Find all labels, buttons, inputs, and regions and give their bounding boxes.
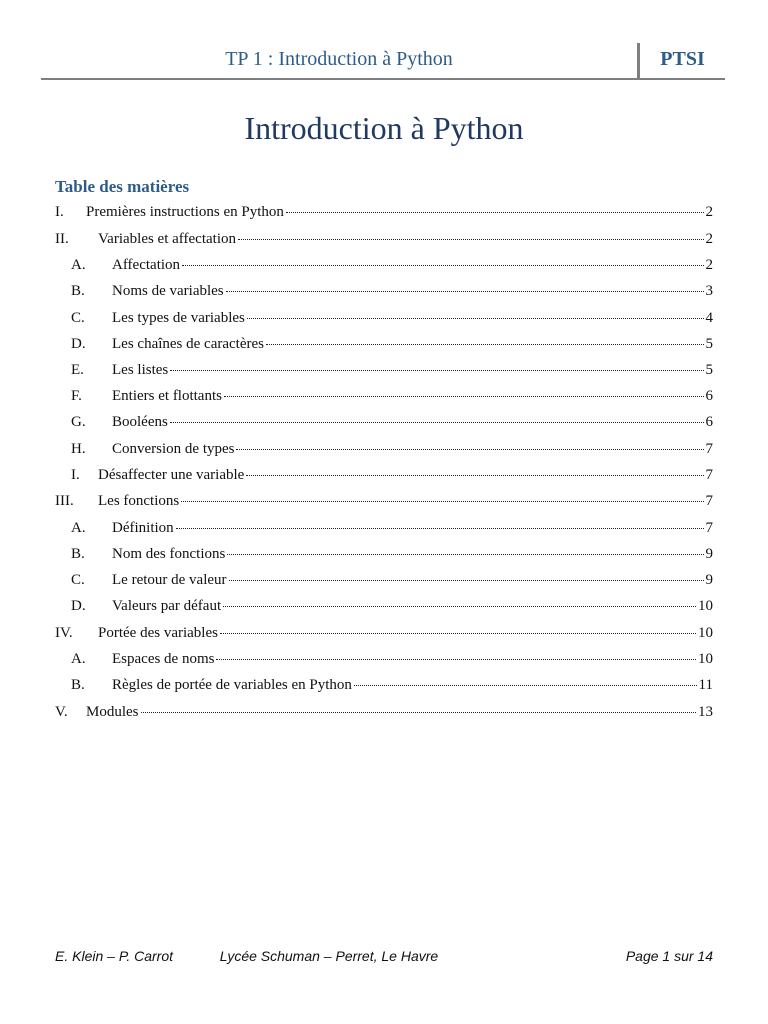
toc-dot-leader <box>246 473 703 476</box>
toc-entry-number: C. <box>71 310 85 326</box>
toc-entry-number: G. <box>71 414 86 430</box>
toc-entry[interactable] <box>0 229 768 249</box>
toc-dot-leader <box>220 631 696 634</box>
toc-entry-number: H. <box>71 441 86 457</box>
toc-entry-title: Les types de variables <box>112 310 245 326</box>
toc-dot-leader <box>170 368 703 371</box>
toc-entry-page: 9 <box>705 572 713 588</box>
toc-entry[interactable] <box>0 386 768 406</box>
toc-entry-number: F. <box>71 388 82 404</box>
toc-entry-title: Espaces de noms <box>112 651 215 667</box>
toc-entry[interactable] <box>0 518 768 538</box>
toc-entry-page: 3 <box>705 283 713 299</box>
toc-entry[interactable] <box>0 491 768 511</box>
toc-entry-number: C. <box>71 572 85 588</box>
toc-entry-number: I. <box>71 467 80 483</box>
toc-dot-leader <box>226 289 704 292</box>
toc-entry[interactable] <box>0 465 768 485</box>
toc-entry-title: Booléens <box>112 414 168 430</box>
footer-school: Lycée Schuman – Perret, Le Havre <box>219 948 439 964</box>
toc-entry-title: Variables et affectation <box>98 231 236 247</box>
toc-entry[interactable] <box>0 255 768 275</box>
toc-entry-number: I. <box>55 204 64 220</box>
toc-dot-leader <box>286 210 704 213</box>
toc-entry[interactable] <box>0 623 768 643</box>
toc-entry-page: 5 <box>705 362 713 378</box>
toc-dot-leader <box>229 578 704 581</box>
toc-entry-page: 7 <box>705 493 713 509</box>
toc-entry-number: D. <box>71 598 86 614</box>
toc-entry-page: 11 <box>698 677 713 693</box>
toc-entry[interactable] <box>0 334 768 354</box>
toc-dot-leader <box>181 499 703 502</box>
toc-entry[interactable] <box>0 649 768 669</box>
toc-entry-number: A. <box>71 520 86 536</box>
toc-entry-page: 4 <box>705 310 713 326</box>
toc-entry-number: II. <box>55 231 69 247</box>
toc-entry-title: Entiers et flottants <box>112 388 222 404</box>
toc-entry[interactable] <box>0 439 768 459</box>
toc-dot-leader <box>182 263 703 266</box>
toc-entry-number: B. <box>71 283 85 299</box>
toc-entry-title: Le retour de valeur <box>112 572 227 588</box>
footer-authors: E. Klein – P. Carrot <box>55 948 174 964</box>
toc-entry-title: Conversion de types <box>112 441 235 457</box>
toc-entry-page: 2 <box>705 257 713 273</box>
toc-entry-title: Les chaînes de caractères <box>112 336 264 352</box>
toc-dot-leader <box>216 657 696 660</box>
toc-entry-title: Règles de portée de variables en Python <box>112 677 352 693</box>
toc-entry-number: B. <box>71 677 85 693</box>
toc-entry[interactable] <box>0 281 768 301</box>
toc-entry-page: 10 <box>698 651 713 667</box>
toc-dot-leader <box>227 552 703 555</box>
toc-dot-leader <box>236 447 703 450</box>
toc-dot-leader <box>247 316 704 319</box>
toc-entry[interactable] <box>0 570 768 590</box>
toc-entry-number: B. <box>71 546 85 562</box>
toc-entry-page: 5 <box>705 336 713 352</box>
toc-entry-number: IV. <box>55 625 73 641</box>
toc-heading: Table des matières <box>55 177 190 196</box>
toc-entry-title: Les listes <box>112 362 169 378</box>
toc-dot-leader <box>141 710 697 713</box>
toc-entry-page: 7 <box>705 520 713 536</box>
toc-entry[interactable] <box>0 544 768 564</box>
toc-entry-page: 9 <box>705 546 713 562</box>
footer-page-number: Page 1 sur 14 <box>625 948 713 964</box>
page-header <box>41 40 725 80</box>
toc-entry-title: Modules <box>86 704 139 720</box>
toc-dot-leader <box>223 604 696 607</box>
toc-dot-leader <box>224 394 704 397</box>
toc-entry-number: D. <box>71 336 86 352</box>
toc-entry-title: Nom des fonctions <box>112 546 226 562</box>
toc-dot-leader <box>170 420 704 423</box>
header-title: TP 1 : Introduction à Python <box>225 48 453 70</box>
toc-dot-leader <box>238 237 704 240</box>
header-class-label: PTSI <box>660 48 705 70</box>
toc-entry-number: E. <box>71 362 84 378</box>
toc-entry[interactable] <box>0 675 768 695</box>
toc-entry-number: III. <box>55 493 74 509</box>
toc-entry-page: 6 <box>705 388 713 404</box>
toc-entry-title: Noms de variables <box>112 283 224 299</box>
toc-dot-leader <box>176 526 704 529</box>
toc-entry-page: 7 <box>705 467 713 483</box>
toc-entry-number: A. <box>71 257 86 273</box>
page-footer <box>55 948 713 968</box>
toc-entry-page: 10 <box>698 598 713 614</box>
toc-entry-page: 6 <box>705 414 713 430</box>
toc-entry-page: 13 <box>698 704 713 720</box>
toc-entry-page: 10 <box>698 625 713 641</box>
toc-entry-title: Valeurs par défaut <box>112 598 222 614</box>
toc-entry-number: V. <box>55 704 68 720</box>
toc-entry-title: Portée des variables <box>98 625 218 641</box>
toc-entry-title: Définition <box>112 520 174 536</box>
toc-dot-leader <box>354 683 697 686</box>
toc-entry[interactable] <box>0 360 768 380</box>
document-title: Introduction à Python <box>244 110 524 146</box>
toc-entry[interactable] <box>0 412 768 432</box>
toc-entry[interactable] <box>0 202 768 222</box>
toc-entry-title: Désaffecter une variable <box>98 467 245 483</box>
toc-entry-title: Affectation <box>112 257 181 273</box>
toc-entry-title: Les fonctions <box>98 493 180 509</box>
toc-dot-leader <box>266 342 704 345</box>
toc-entry-page: 2 <box>705 231 713 247</box>
toc-entry-page: 7 <box>705 441 713 457</box>
toc-entry-title: Premières instructions en Python <box>86 204 284 220</box>
toc-entry[interactable] <box>0 308 768 328</box>
toc-entry[interactable] <box>0 702 768 722</box>
toc-entry-page: 2 <box>705 204 713 220</box>
toc-entry-number: A. <box>71 651 86 667</box>
toc-entry[interactable] <box>0 596 768 616</box>
